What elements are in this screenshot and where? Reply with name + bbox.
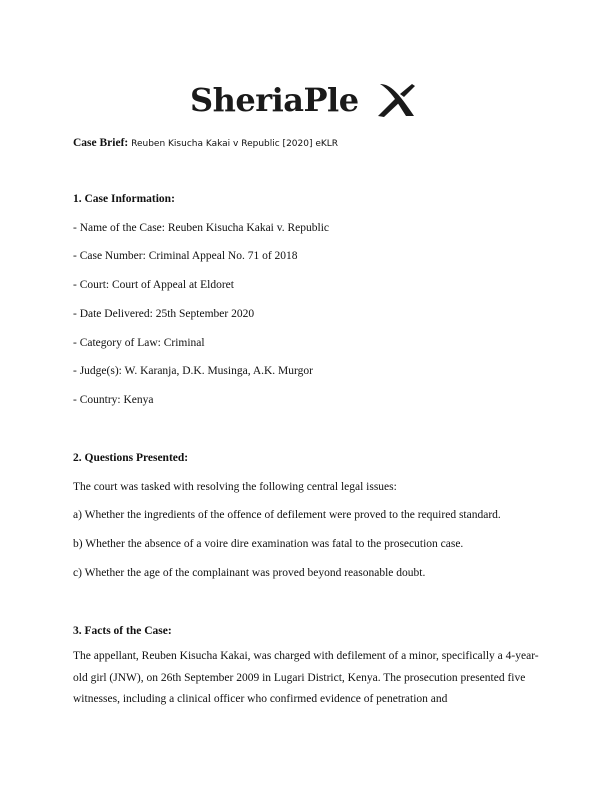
case-name-item: - Name of the Case: Reuben Kisucha Kakai v. Republic (73, 222, 330, 234)
section3-heading: 3. Facts of the Case: (73, 625, 172, 637)
category-item: - Category of Law: Criminal (73, 337, 205, 349)
section1-heading: 1. Case Information: (73, 193, 175, 205)
judges-item: - Judge(s): W. Karanja, D.K. Musinga, A.K. Murgor (73, 365, 313, 377)
question-c: c) Whether the age of the complainant was proved beyond reasonable doubt. (73, 567, 426, 579)
question-a: a) Whether the ingredients of the offence of defilement were proved to the required standard. (73, 509, 501, 521)
section2-heading: 2. Questions Presented: (73, 452, 189, 464)
logo-x-mark (376, 82, 416, 118)
case-number-item: - Case Number: Criminal Appeal No. 71 of 2018 (73, 250, 298, 262)
date-delivered-item: - Date Delivered: 25th September 2020 (73, 308, 255, 320)
case-brief-value: Reuben Kisucha Kakai v Republic [2020] eKLR (131, 139, 339, 149)
sheriaplex-logo (190, 80, 430, 120)
facts-paragraph: The appellant, Reuben Kisucha Kakai, was charged with defilement of a minor, specifically a 4-year-old girl (JNW), on 26th September 2009 in Lugari District, Kenya. The prosecution presented five witnesses, including a clinical officer who confirmed evidence of penetration and (73, 650, 539, 705)
question-b: b) Whether the absence of a voire dire examination was fatal to the prosecution case. (73, 538, 464, 550)
country-item: - Country: Kenya (73, 394, 154, 406)
questions-intro: The court was tasked with resolving the following central legal issues: (73, 481, 397, 493)
case-brief-line (73, 136, 338, 151)
case-brief-label: Case Brief: (73, 137, 129, 149)
logo-wordmark: SheriaPle (190, 81, 359, 119)
court-item: - Court: Court of Appeal at Eldoret (73, 279, 234, 291)
